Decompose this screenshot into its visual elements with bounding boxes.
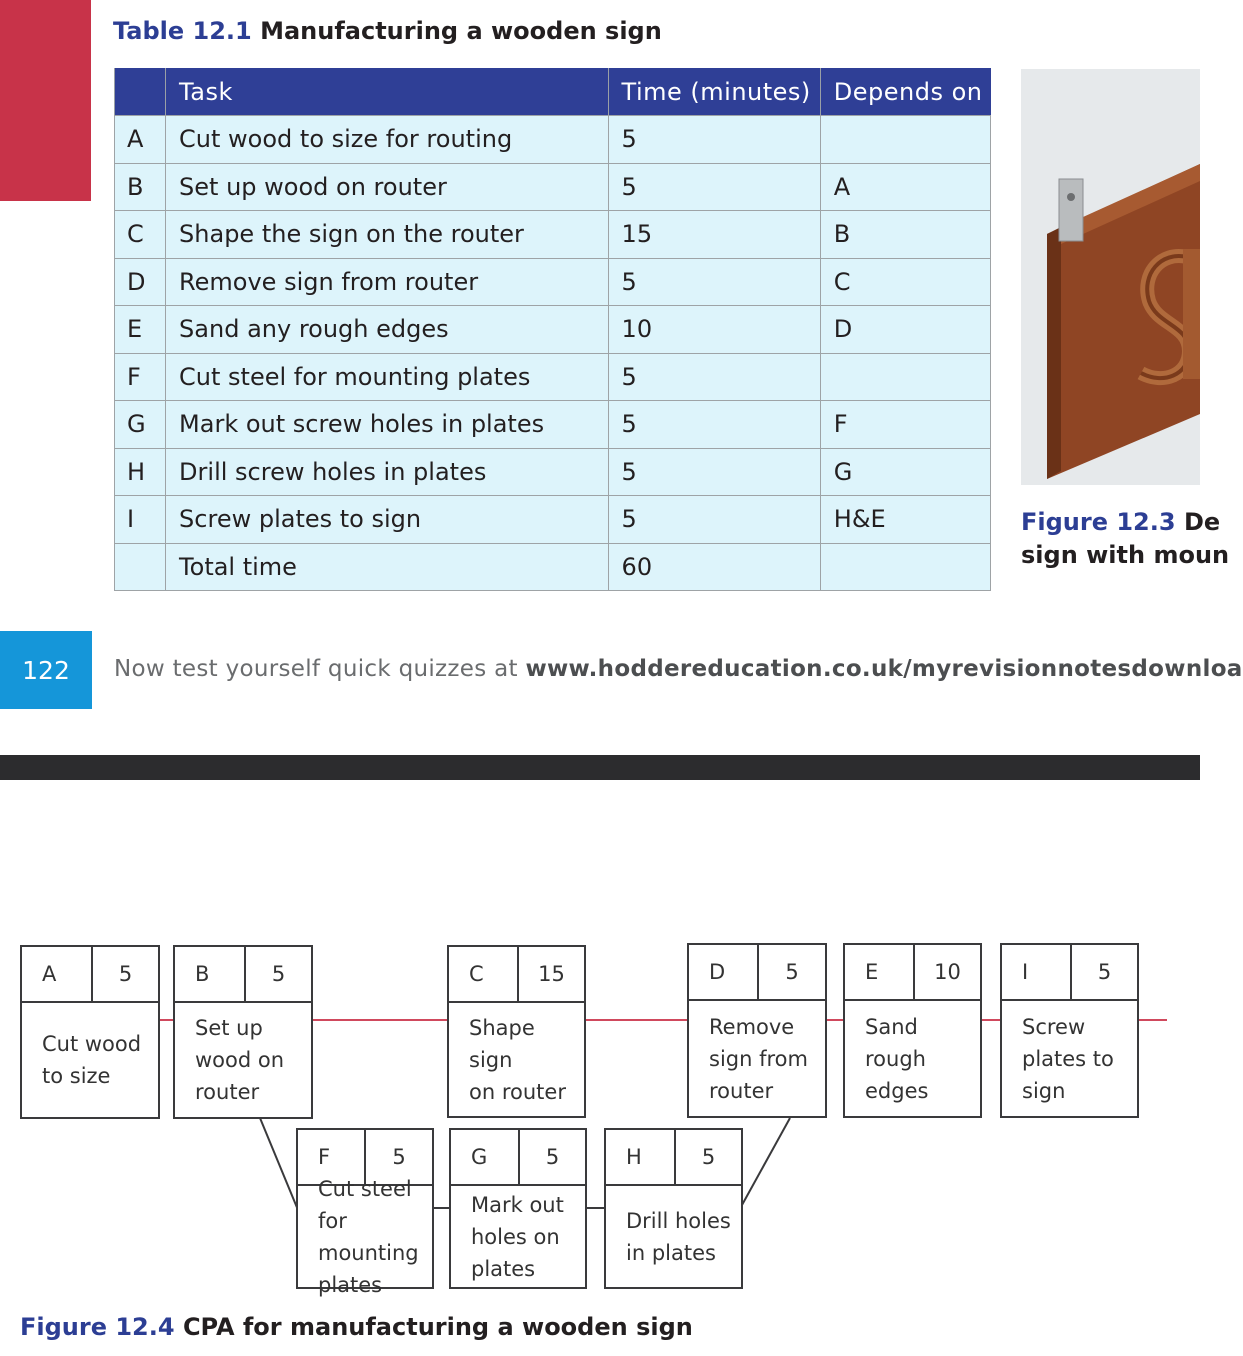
task-time: 5 <box>608 163 820 211</box>
task-table <box>114 68 991 591</box>
table-row <box>115 448 991 496</box>
task-id: B <box>115 163 166 211</box>
cpa-node-c <box>447 945 586 1118</box>
figure-12-4-title: CPA for manufacturing a wooden sign <box>182 1313 693 1341</box>
task-name: Drill screw holes in plates <box>166 448 609 496</box>
cpa-node-line: Remove <box>709 1014 795 1039</box>
figure-12-4-caption <box>20 1313 693 1341</box>
cpa-node-e <box>843 943 982 1118</box>
cpa-node-line: sign <box>1022 1078 1066 1103</box>
task-name: Mark out screw holes in plates <box>166 401 609 449</box>
header-task: Task <box>166 68 609 116</box>
table-row <box>115 496 991 544</box>
task-id: E <box>115 306 166 354</box>
cpa-node-id: F <box>298 1130 366 1184</box>
figure-12-3-text-1: De <box>1183 508 1221 536</box>
cpa-node-line: Cut wood <box>42 1032 142 1056</box>
task-time: 15 <box>608 211 820 259</box>
cpa-node-id: B <box>175 947 246 1001</box>
table-row <box>115 353 991 401</box>
task-time: 5 <box>608 448 820 496</box>
task-depends: H&E <box>820 496 990 544</box>
cpa-node-line: router <box>709 1078 774 1103</box>
task-id: I <box>115 496 166 544</box>
cpa-node-line: router <box>195 1080 260 1104</box>
cpa-node-id: G <box>451 1130 520 1184</box>
header-id <box>115 68 166 116</box>
cpa-node-line: Set up <box>195 1016 263 1040</box>
cpa-node-line: plates <box>471 1256 536 1281</box>
task-name: Cut steel for mounting plates <box>166 353 609 401</box>
page-number: 122 <box>0 631 92 709</box>
cpa-node-description <box>845 1001 980 1116</box>
cpa-node-line: holes on <box>471 1224 560 1249</box>
cpa-node-header <box>1002 945 1137 1001</box>
figure-12-4-number: Figure 12.4 <box>20 1313 175 1341</box>
task-name: Remove sign from router <box>166 258 609 306</box>
figure-12-3-caption <box>1021 506 1229 572</box>
task-id: H <box>115 448 166 496</box>
connector-b-to-f <box>260 1118 298 1210</box>
cpa-node-time: 5 <box>785 960 799 984</box>
task-id: F <box>115 353 166 401</box>
cpa-node-id: E <box>845 945 915 999</box>
table-number: Table 12.1 <box>113 17 252 45</box>
cpa-node-time: 5 <box>118 962 133 986</box>
task-depends <box>820 353 990 401</box>
header-time: Time (minutes) <box>608 68 820 116</box>
table-row <box>115 543 991 591</box>
table-row <box>115 258 991 306</box>
cpa-node-time: 5 <box>392 1145 406 1169</box>
cpa-node-line: edges <box>865 1078 929 1103</box>
table-body <box>115 116 991 591</box>
cpa-node-line: in plates <box>626 1240 716 1265</box>
cpa-node-description <box>175 1003 311 1117</box>
cpa-node-time: 15 <box>538 962 565 986</box>
cpa-node-i <box>1000 943 1139 1118</box>
page-divider <box>0 755 1200 780</box>
task-name: Sand any rough edges <box>166 306 609 354</box>
task-name: Cut wood to size for routing <box>166 116 609 164</box>
header-depends: Depends on <box>820 68 990 116</box>
cpa-node-header <box>845 945 980 1001</box>
cpa-node-line: Cut steel for <box>318 1176 412 1233</box>
cpa-node-a <box>20 945 160 1119</box>
cpa-node-line: rough <box>865 1046 926 1071</box>
cpa-node-line: Mark out <box>471 1192 564 1217</box>
task-time: 5 <box>608 401 820 449</box>
cpa-node-d <box>687 943 827 1118</box>
cpa-node-description <box>449 1003 584 1116</box>
task-depends <box>820 543 990 591</box>
connector-h-to-i <box>742 1118 790 1205</box>
task-id: G <box>115 401 166 449</box>
cpa-node-time: 5 <box>701 1145 716 1169</box>
cpa-node-description <box>451 1186 585 1287</box>
table-caption <box>113 17 662 45</box>
cpa-node-header <box>449 947 584 1003</box>
task-time: 5 <box>608 116 820 164</box>
task-time: 10 <box>608 306 820 354</box>
task-depends: C <box>820 258 990 306</box>
task-name: Total time <box>166 543 609 591</box>
table-header-row <box>115 68 991 116</box>
wooden-sign-photo <box>1021 69 1200 485</box>
cpa-node-time: 5 <box>545 1145 560 1169</box>
table-title: Manufacturing a wooden sign <box>260 17 662 45</box>
cpa-node-line: sign from <box>709 1046 808 1071</box>
cpa-node-g <box>449 1128 587 1289</box>
table-row <box>115 401 991 449</box>
footer-url[interactable]: www.hoddereducation.co.uk/myrevisionnotesdownloa <box>525 656 1243 682</box>
table-row <box>115 211 991 259</box>
figure-12-3-text-2: sign with moun <box>1021 541 1230 569</box>
task-time: 5 <box>608 496 820 544</box>
cpa-node-line: Shape sign <box>469 1015 535 1072</box>
chapter-color-tab <box>0 0 91 201</box>
task-depends: A <box>820 163 990 211</box>
task-time: 60 <box>608 543 820 591</box>
cpa-node-time: 5 <box>271 962 286 986</box>
cpa-node-header <box>22 947 158 1003</box>
cpa-node-description <box>22 1003 158 1117</box>
cpa-node-line: plates to <box>1022 1046 1114 1071</box>
cpa-node-time: 10 <box>934 960 961 984</box>
task-name: Shape the sign on the router <box>166 211 609 259</box>
cpa-node-id: A <box>22 947 93 1001</box>
task-id <box>115 543 166 591</box>
cpa-node-header <box>175 947 311 1003</box>
task-time: 5 <box>608 353 820 401</box>
task-depends <box>820 116 990 164</box>
cpa-node-id: H <box>606 1130 676 1184</box>
wooden-sign-illustration <box>1021 69 1200 485</box>
cpa-node-line: to size <box>42 1064 111 1088</box>
task-id: C <box>115 211 166 259</box>
cpa-node-header <box>606 1130 741 1186</box>
footer-quiz-line <box>114 656 1243 682</box>
task-time: 5 <box>608 258 820 306</box>
cpa-node-line: Drill holes <box>626 1208 731 1233</box>
table-row <box>115 163 991 211</box>
cpa-node-description <box>1002 1001 1137 1116</box>
task-depends: B <box>820 211 990 259</box>
cpa-node-header <box>451 1130 585 1186</box>
task-name: Screw plates to sign <box>166 496 609 544</box>
cpa-node-line: Sand <box>865 1014 918 1039</box>
cpa-node-h <box>604 1128 743 1289</box>
cpa-node-id: I <box>1002 945 1072 999</box>
cpa-node-id: D <box>689 945 759 999</box>
task-id: D <box>115 258 166 306</box>
cpa-node-description <box>298 1176 432 1297</box>
task-id: A <box>115 116 166 164</box>
figure-12-3-number: Figure 12.3 <box>1021 508 1176 536</box>
cpa-node-line: on router <box>469 1079 566 1104</box>
cpa-node-id: C <box>449 947 519 1001</box>
task-depends: D <box>820 306 990 354</box>
cpa-node-b <box>173 945 313 1119</box>
table-row <box>115 116 991 164</box>
cpa-node-line: Screw <box>1022 1014 1086 1039</box>
table-row <box>115 306 991 354</box>
cpa-node-description <box>689 1001 825 1116</box>
task-depends: G <box>820 448 990 496</box>
footer-prefix: Now test yourself quick quizzes at <box>114 656 526 682</box>
cpa-node-time: 5 <box>1097 960 1112 984</box>
cpa-node-header <box>689 945 825 1001</box>
task-name: Set up wood on router <box>166 163 609 211</box>
task-depends: F <box>820 401 990 449</box>
cpa-node-line: plates <box>318 1272 383 1297</box>
cpa-node-description <box>606 1186 741 1287</box>
cpa-node-line: wood on <box>195 1048 285 1072</box>
cpa-node-line: mounting <box>318 1240 419 1265</box>
cpa-node-f <box>296 1128 434 1297</box>
